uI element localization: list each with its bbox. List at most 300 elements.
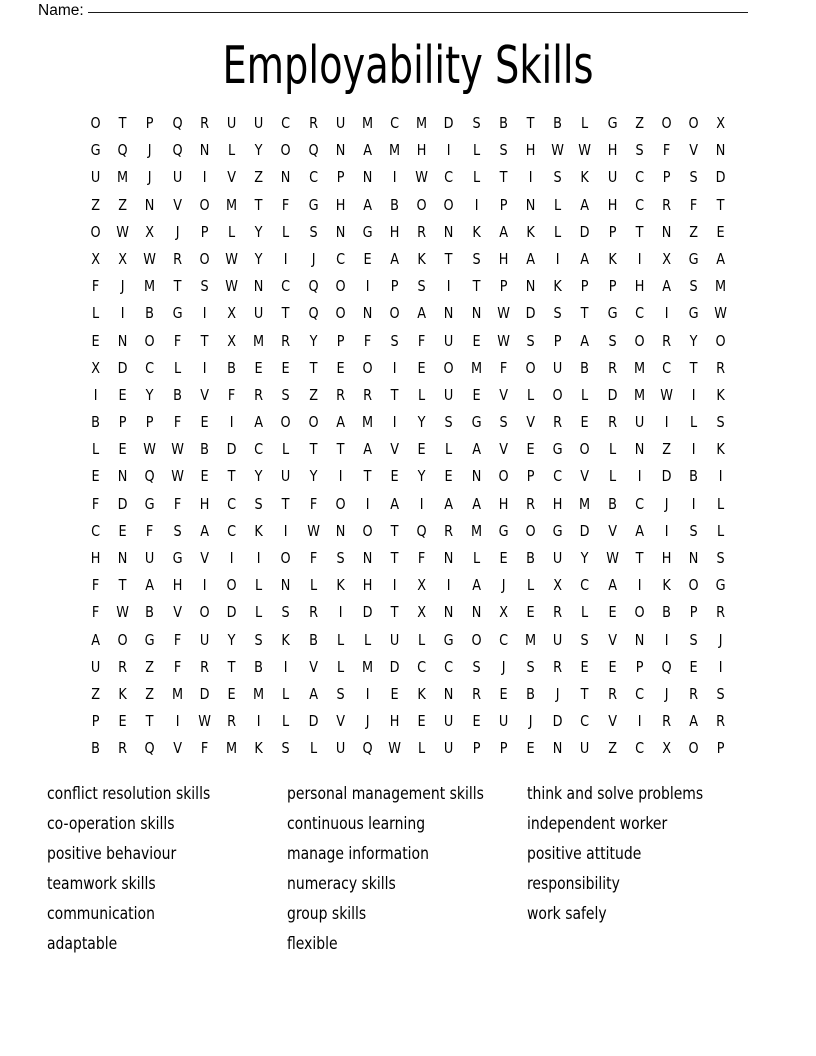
grid-cell[interactable]: W	[116, 222, 130, 241]
grid-cell[interactable]: T	[336, 440, 345, 459]
grid-cell[interactable]: L	[309, 739, 317, 758]
grid-cell[interactable]: X	[227, 331, 236, 350]
grid-cell[interactable]: P	[336, 331, 345, 350]
grid-cell[interactable]: C	[281, 277, 291, 296]
grid-cell[interactable]: P	[608, 277, 617, 296]
grid-cell[interactable]: N	[634, 630, 645, 649]
grid-cell[interactable]: G	[308, 195, 319, 214]
grid-cell[interactable]: E	[499, 549, 508, 567]
grid-cell[interactable]: M	[117, 168, 129, 187]
grid-cell[interactable]: T	[526, 114, 535, 132]
grid-cell[interactable]: P	[581, 277, 589, 296]
grid-cell[interactable]: O	[389, 304, 400, 323]
grid-cell[interactable]: C	[390, 114, 400, 132]
grid-cell[interactable]: M	[361, 413, 374, 432]
grid-cell[interactable]: Q	[117, 141, 128, 160]
grid-cell[interactable]: C	[580, 712, 590, 731]
grid-cell[interactable]: R	[199, 657, 209, 676]
grid-cell[interactable]: O	[443, 358, 455, 377]
grid-cell[interactable]: B	[308, 630, 318, 649]
grid-cell[interactable]: R	[662, 712, 671, 731]
grid-cell[interactable]: I	[202, 168, 207, 187]
grid-cell[interactable]: B	[580, 358, 590, 377]
grid-cell[interactable]: Y	[689, 331, 698, 350]
grid-cell[interactable]: K	[607, 249, 617, 268]
grid-cell[interactable]: G	[362, 222, 373, 241]
grid-cell[interactable]: Y	[417, 467, 426, 486]
grid-cell[interactable]: I	[664, 304, 669, 323]
grid-cell[interactable]: O	[688, 114, 699, 132]
grid-cell[interactable]: O	[661, 114, 672, 132]
grid-cell[interactable]: M	[633, 358, 645, 377]
grid-cell[interactable]: O	[90, 222, 101, 241]
grid-cell[interactable]: T	[499, 168, 508, 187]
grid-cell[interactable]: J	[175, 222, 180, 241]
grid-cell[interactable]: C	[308, 168, 318, 187]
grid-cell[interactable]: G	[144, 494, 155, 513]
grid-cell[interactable]: O	[199, 195, 210, 214]
grid-cell[interactable]: Y	[146, 385, 154, 404]
grid-cell[interactable]: V	[499, 440, 508, 459]
grid-cell[interactable]: T	[173, 277, 182, 296]
grid-cell[interactable]: J	[148, 168, 152, 187]
grid-cell[interactable]: F	[173, 630, 181, 649]
grid-cell[interactable]: E	[526, 440, 535, 459]
grid-cell[interactable]: S	[526, 657, 535, 676]
grid-cell[interactable]: M	[225, 195, 238, 214]
grid-cell[interactable]: R	[308, 114, 318, 132]
grid-cell[interactable]: Z	[91, 684, 100, 703]
grid-cell[interactable]: Q	[172, 141, 183, 160]
grid-cell[interactable]: E	[580, 413, 590, 432]
grid-cell[interactable]: T	[390, 521, 399, 540]
grid-cell[interactable]: O	[144, 331, 156, 350]
grid-cell[interactable]: A	[444, 494, 454, 513]
grid-cell[interactable]: L	[581, 385, 589, 404]
grid-cell[interactable]: S	[553, 168, 562, 187]
grid-cell[interactable]: O	[688, 739, 699, 758]
grid-cell[interactable]: S	[472, 657, 481, 676]
grid-cell[interactable]: R	[172, 249, 182, 268]
grid-cell[interactable]: E	[363, 249, 372, 268]
grid-cell[interactable]: L	[336, 657, 344, 676]
grid-cell[interactable]: I	[338, 603, 343, 622]
grid-cell[interactable]: C	[444, 657, 454, 676]
grid-cell[interactable]: V	[335, 712, 345, 731]
word-list-item[interactable]: flexible	[287, 934, 338, 953]
grid-cell[interactable]: N	[362, 549, 373, 567]
grid-cell[interactable]: K	[254, 739, 263, 758]
grid-cell[interactable]: R	[607, 684, 617, 703]
grid-cell[interactable]: S	[716, 549, 725, 567]
grid-cell[interactable]: R	[118, 657, 128, 676]
grid-cell[interactable]: U	[444, 712, 454, 731]
grid-cell[interactable]: I	[474, 195, 479, 214]
grid-cell[interactable]: T	[390, 603, 399, 622]
grid-cell[interactable]: Y	[254, 249, 263, 268]
grid-cell[interactable]: L	[309, 576, 317, 595]
grid-cell[interactable]: R	[716, 358, 726, 377]
grid-cell[interactable]: G	[471, 413, 482, 432]
grid-cell[interactable]: N	[281, 168, 291, 187]
grid-cell[interactable]: V	[607, 630, 617, 649]
grid-cell[interactable]: R	[607, 358, 617, 377]
word-list-item[interactable]: independent worker	[527, 814, 668, 833]
grid-cell[interactable]: W	[143, 249, 157, 268]
grid-cell[interactable]: I	[392, 168, 397, 187]
grid-cell[interactable]: J	[148, 141, 152, 160]
grid-cell[interactable]: N	[335, 141, 346, 160]
grid-cell[interactable]: V	[227, 168, 236, 187]
grid-cell[interactable]: T	[390, 385, 399, 404]
grid-cell[interactable]: P	[472, 739, 481, 758]
grid-cell[interactable]: D	[607, 385, 618, 404]
grid-cell[interactable]: A	[390, 249, 400, 268]
grid-cell[interactable]: I	[202, 358, 207, 377]
grid-cell[interactable]: N	[552, 739, 563, 758]
grid-cell[interactable]: W	[225, 249, 238, 268]
grid-cell[interactable]: A	[308, 684, 318, 703]
grid-cell[interactable]: C	[281, 114, 291, 132]
grid-cell[interactable]: A	[580, 249, 590, 268]
grid-cell[interactable]: L	[472, 141, 480, 160]
grid-cell[interactable]: A	[580, 195, 590, 214]
grid-cell[interactable]: H	[389, 712, 400, 731]
grid-cell[interactable]: T	[227, 657, 236, 676]
grid-cell[interactable]: L	[282, 684, 290, 703]
grid-cell[interactable]: N	[471, 304, 482, 323]
grid-cell[interactable]: K	[580, 168, 590, 187]
grid-cell[interactable]: E	[91, 331, 100, 350]
name-input-line[interactable]	[88, 11, 748, 13]
grid-cell[interactable]: E	[281, 358, 290, 377]
grid-cell[interactable]: H	[634, 277, 645, 296]
grid-cell[interactable]: N	[117, 549, 128, 567]
grid-cell[interactable]: T	[254, 195, 263, 214]
grid-cell[interactable]: E	[499, 684, 508, 703]
grid-cell[interactable]: O	[498, 467, 509, 486]
grid-cell[interactable]: R	[227, 712, 236, 731]
grid-cell[interactable]: K	[281, 630, 291, 649]
grid-cell[interactable]: N	[444, 684, 454, 703]
grid-cell[interactable]: N	[525, 195, 536, 214]
grid-cell[interactable]: D	[117, 358, 128, 377]
grid-cell[interactable]: A	[471, 494, 481, 513]
grid-cell[interactable]: V	[172, 195, 182, 214]
grid-cell[interactable]: E	[118, 440, 127, 459]
grid-cell[interactable]: F	[200, 739, 209, 758]
grid-cell[interactable]: M	[470, 358, 482, 377]
grid-cell[interactable]: L	[717, 494, 725, 513]
grid-cell[interactable]: L	[92, 304, 100, 323]
grid-cell[interactable]: W	[225, 277, 238, 296]
word-list-item[interactable]: co-operation skills	[47, 814, 175, 833]
grid-cell[interactable]: X	[662, 739, 671, 758]
grid-cell[interactable]: I	[365, 494, 370, 513]
grid-cell[interactable]: L	[282, 222, 290, 241]
grid-cell[interactable]: R	[716, 603, 726, 622]
grid-cell[interactable]: R	[526, 494, 536, 513]
grid-cell[interactable]: Q	[416, 521, 427, 540]
grid-cell[interactable]: I	[202, 576, 207, 595]
grid-cell[interactable]: K	[417, 684, 427, 703]
grid-cell[interactable]: T	[309, 358, 318, 377]
grid-cell[interactable]: S	[281, 603, 290, 622]
grid-cell[interactable]: A	[471, 440, 481, 459]
grid-cell[interactable]: V	[607, 521, 617, 540]
grid-cell[interactable]: L	[282, 440, 290, 459]
grid-cell[interactable]: W	[497, 331, 510, 350]
grid-cell[interactable]: Z	[145, 657, 155, 676]
grid-cell[interactable]: R	[417, 222, 427, 241]
grid-cell[interactable]: P	[91, 712, 100, 731]
grid-cell[interactable]: P	[608, 222, 617, 241]
grid-cell[interactable]: Y	[417, 413, 426, 432]
grid-cell[interactable]: H	[90, 549, 101, 567]
grid-cell[interactable]: H	[199, 494, 210, 513]
grid-cell[interactable]: Z	[308, 385, 318, 404]
grid-cell[interactable]: Q	[308, 141, 319, 160]
word-list-item[interactable]: manage information	[287, 844, 429, 863]
grid-cell[interactable]: X	[553, 576, 563, 595]
grid-cell[interactable]: N	[444, 222, 454, 241]
grid-cell[interactable]: Z	[607, 739, 617, 758]
grid-cell[interactable]: A	[580, 331, 590, 350]
grid-cell[interactable]: S	[472, 114, 481, 132]
grid-cell[interactable]: R	[363, 385, 372, 404]
grid-cell[interactable]: R	[662, 331, 671, 350]
grid-cell[interactable]: B	[199, 440, 209, 459]
grid-cell[interactable]: L	[472, 168, 480, 187]
grid-cell[interactable]: H	[525, 141, 536, 160]
grid-cell[interactable]: S	[716, 684, 725, 703]
grid-cell[interactable]: R	[254, 385, 264, 404]
grid-cell[interactable]: T	[118, 576, 127, 595]
grid-cell[interactable]: I	[637, 467, 642, 486]
grid-cell[interactable]: H	[661, 549, 672, 567]
grid-cell[interactable]: H	[498, 494, 509, 513]
grid-cell[interactable]: T	[227, 467, 236, 486]
grid-cell[interactable]: A	[526, 249, 535, 268]
grid-cell[interactable]: W	[714, 304, 728, 323]
grid-cell[interactable]: T	[118, 114, 127, 132]
grid-cell[interactable]: V	[172, 603, 182, 622]
grid-cell[interactable]: C	[634, 168, 644, 187]
grid-cell[interactable]: I	[664, 630, 669, 649]
grid-cell[interactable]: L	[554, 222, 562, 241]
word-list-item[interactable]: work safely	[527, 904, 607, 923]
grid-cell[interactable]: I	[637, 712, 642, 731]
grid-cell[interactable]: V	[172, 739, 182, 758]
grid-cell[interactable]: S	[716, 413, 725, 432]
grid-cell[interactable]: X	[145, 222, 155, 241]
grid-cell[interactable]: I	[284, 657, 288, 676]
grid-cell[interactable]: U	[444, 331, 454, 350]
grid-cell[interactable]: C	[634, 304, 644, 323]
grid-cell[interactable]: G	[607, 114, 618, 132]
grid-cell[interactable]: A	[363, 195, 372, 214]
grid-cell[interactable]: H	[552, 494, 563, 513]
grid-cell[interactable]: N	[444, 603, 454, 622]
grid-cell[interactable]: T	[635, 549, 644, 567]
word-list-item[interactable]: communication	[47, 904, 155, 923]
grid-cell[interactable]: R	[553, 603, 563, 622]
grid-cell[interactable]: U	[335, 114, 345, 132]
grid-cell[interactable]: B	[254, 657, 264, 676]
grid-cell[interactable]: Q	[661, 657, 672, 676]
grid-cell[interactable]: Q	[308, 304, 319, 323]
grid-cell[interactable]: X	[417, 603, 427, 622]
grid-cell[interactable]: O	[362, 521, 373, 540]
grid-cell[interactable]: O	[634, 331, 645, 350]
grid-cell[interactable]: I	[120, 304, 125, 323]
grid-cell[interactable]: K	[118, 684, 127, 703]
grid-cell[interactable]: W	[578, 141, 592, 160]
grid-cell[interactable]: G	[552, 521, 563, 540]
grid-cell[interactable]: S	[444, 413, 454, 432]
grid-cell[interactable]: A	[417, 304, 427, 323]
grid-cell[interactable]: X	[91, 249, 100, 268]
grid-cell[interactable]: O	[715, 331, 726, 350]
grid-cell[interactable]: J	[365, 712, 370, 731]
grid-cell[interactable]: R	[335, 385, 345, 404]
grid-cell[interactable]: E	[417, 712, 426, 731]
grid-cell[interactable]: A	[390, 494, 400, 513]
grid-cell[interactable]: O	[443, 195, 455, 214]
grid-cell[interactable]: U	[553, 630, 563, 649]
grid-cell[interactable]: S	[635, 141, 644, 160]
grid-cell[interactable]: D	[661, 467, 672, 486]
grid-cell[interactable]: I	[256, 549, 261, 567]
grid-cell[interactable]: I	[392, 413, 397, 432]
grid-cell[interactable]: E	[580, 657, 590, 676]
grid-cell[interactable]: C	[227, 494, 237, 513]
grid-cell[interactable]: E	[526, 603, 535, 622]
grid-cell[interactable]: L	[227, 222, 236, 241]
grid-cell[interactable]: P	[717, 739, 725, 758]
grid-cell[interactable]: M	[225, 739, 238, 758]
grid-cell[interactable]: N	[335, 222, 346, 241]
grid-cell[interactable]: Z	[118, 195, 128, 214]
grid-cell[interactable]: D	[715, 168, 726, 187]
grid-cell[interactable]: D	[308, 712, 319, 731]
grid-cell[interactable]: N	[716, 141, 726, 160]
grid-cell[interactable]: W	[497, 304, 510, 323]
grid-cell[interactable]: S	[281, 385, 290, 404]
grid-cell[interactable]: N	[199, 141, 210, 160]
grid-cell[interactable]: P	[499, 277, 508, 296]
grid-cell[interactable]: J	[311, 249, 315, 268]
grid-cell[interactable]: E	[608, 603, 617, 622]
grid-cell[interactable]: L	[418, 385, 426, 404]
word-list-item[interactable]: group skills	[287, 904, 367, 923]
grid-cell[interactable]: L	[608, 440, 616, 459]
grid-cell[interactable]: D	[389, 657, 400, 676]
grid-cell[interactable]: V	[607, 712, 617, 731]
grid-cell[interactable]: M	[416, 114, 428, 132]
grid-cell[interactable]: G	[688, 304, 699, 323]
grid-cell[interactable]: F	[91, 494, 100, 513]
grid-cell[interactable]: L	[690, 413, 698, 432]
grid-cell[interactable]: P	[146, 114, 154, 132]
grid-cell[interactable]: T	[309, 440, 318, 459]
word-list-item[interactable]: think and solve problems	[527, 784, 704, 803]
grid-cell[interactable]: D	[362, 603, 373, 622]
grid-cell[interactable]: N	[661, 222, 672, 241]
grid-cell[interactable]: I	[202, 304, 207, 323]
word-list-item[interactable]: conflict resolution skills	[47, 784, 211, 803]
grid-cell[interactable]: M	[579, 494, 591, 513]
grid-cell[interactable]: R	[444, 521, 454, 540]
grid-cell[interactable]: B	[172, 385, 182, 404]
grid-cell[interactable]: X	[417, 576, 427, 595]
grid-cell[interactable]: N	[688, 549, 699, 567]
grid-cell[interactable]: M	[361, 657, 374, 676]
grid-cell[interactable]: L	[581, 603, 589, 622]
grid-cell[interactable]: C	[227, 521, 237, 540]
grid-cell[interactable]: F	[363, 331, 372, 350]
grid-cell[interactable]: G	[172, 549, 183, 567]
grid-cell[interactable]: D	[580, 222, 590, 241]
grid-cell[interactable]: D	[117, 494, 128, 513]
word-search-grid[interactable]	[82, 110, 730, 763]
grid-cell[interactable]: Y	[309, 331, 318, 350]
grid-cell[interactable]: I	[392, 576, 397, 595]
grid-cell[interactable]: D	[525, 304, 536, 323]
grid-cell[interactable]: L	[173, 358, 181, 377]
grid-cell[interactable]: K	[553, 277, 562, 296]
grid-cell[interactable]: N	[471, 603, 482, 622]
grid-cell[interactable]: A	[662, 277, 671, 296]
grid-cell[interactable]: D	[199, 684, 210, 703]
grid-cell[interactable]: O	[280, 549, 291, 567]
grid-cell[interactable]: K	[472, 222, 481, 241]
word-list-item[interactable]: numeracy skills	[287, 874, 396, 893]
grid-cell[interactable]: Z	[91, 195, 100, 214]
grid-cell[interactable]: A	[199, 521, 209, 540]
grid-cell[interactable]: V	[199, 549, 209, 567]
grid-cell[interactable]: T	[581, 304, 589, 323]
grid-cell[interactable]: L	[363, 630, 372, 649]
grid-cell[interactable]: I	[691, 385, 696, 404]
grid-cell[interactable]: S	[608, 331, 617, 350]
grid-cell[interactable]: V	[499, 385, 508, 404]
grid-cell[interactable]: C	[634, 739, 644, 758]
grid-cell[interactable]: T	[635, 222, 644, 241]
grid-cell[interactable]: P	[390, 277, 399, 296]
grid-cell[interactable]: G	[688, 249, 699, 268]
grid-cell[interactable]: U	[389, 630, 400, 649]
grid-cell[interactable]: U	[498, 712, 509, 731]
grid-cell[interactable]: U	[145, 549, 155, 567]
grid-cell[interactable]: W	[306, 521, 320, 540]
grid-cell[interactable]: N	[335, 521, 346, 540]
grid-cell[interactable]: U	[607, 168, 617, 187]
grid-cell[interactable]: U	[90, 168, 101, 187]
grid-cell[interactable]: E	[227, 684, 236, 703]
grid-cell[interactable]: E	[118, 521, 127, 540]
grid-cell[interactable]: M	[253, 684, 265, 703]
grid-cell[interactable]: S	[689, 168, 698, 187]
grid-cell[interactable]: A	[499, 222, 508, 241]
grid-cell[interactable]: J	[664, 684, 669, 703]
grid-cell[interactable]: P	[200, 222, 209, 241]
grid-cell[interactable]: P	[146, 413, 154, 432]
grid-cell[interactable]: G	[607, 304, 618, 323]
grid-cell[interactable]: M	[144, 277, 156, 296]
grid-cell[interactable]: O	[308, 413, 319, 432]
grid-cell[interactable]: O	[579, 440, 591, 459]
